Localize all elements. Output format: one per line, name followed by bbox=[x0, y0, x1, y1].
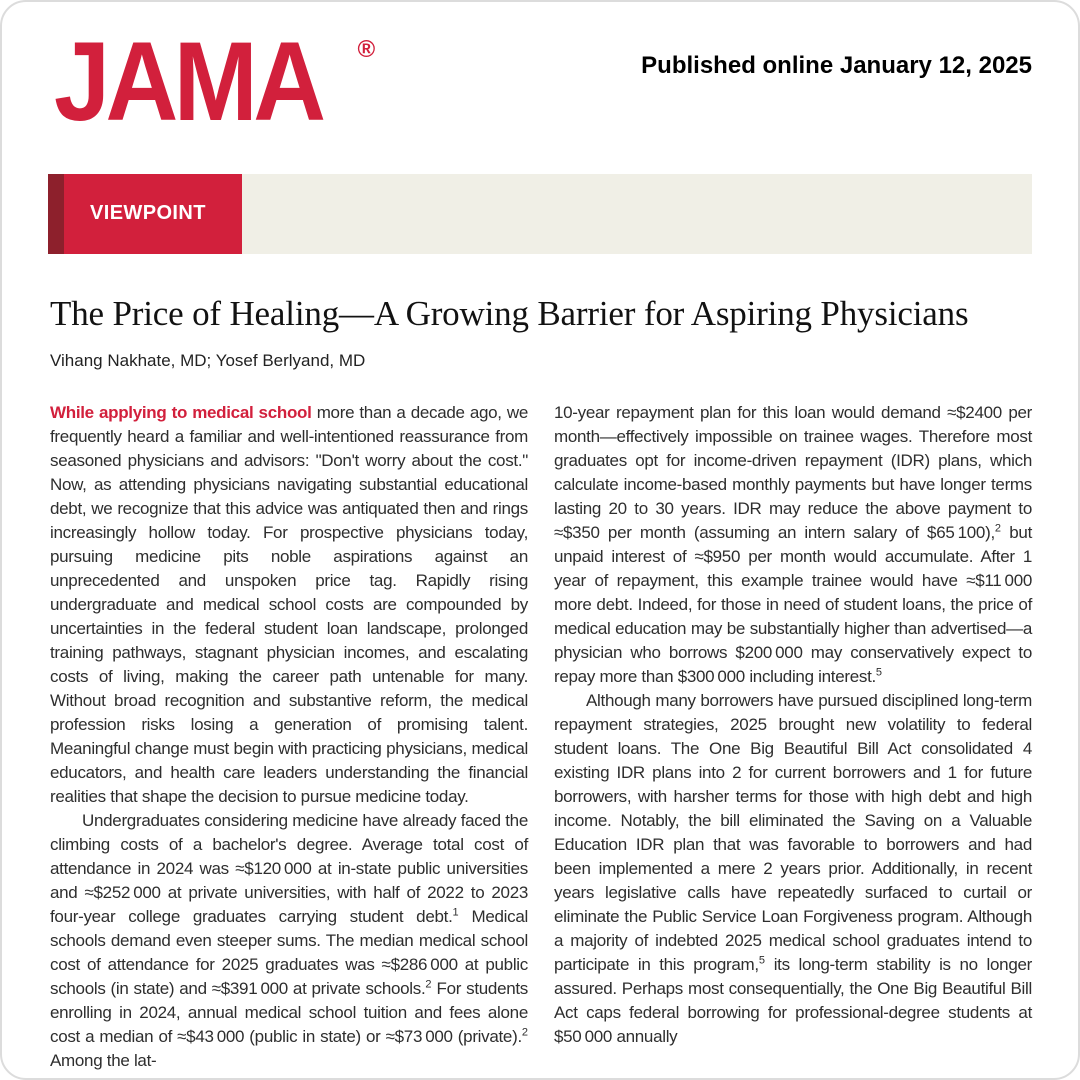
jama-logo-text: JAMA bbox=[54, 19, 322, 144]
paragraph bbox=[50, 401, 528, 809]
column-left bbox=[50, 401, 528, 1073]
body-text: Medical schools demand even steeper sums. The median medical school cost of attendance for 2025 graduates was ≈$286 000 at public schools (in state) and ≈$391 000 at private schools. bbox=[50, 906, 528, 998]
body-text: more than a decade ago, we frequently heard a familiar and well-intentioned reassurance from seasoned physicians and advisors: "Don't worry about the cost." Now, as attending physicians navigating substantial educational debt, we recognize that this advice was antiquated then and rings increasingly hollow today. For prospective physicians today, pursuing medicine pits noble aspirations against an unprecedented and unspoken price tag. Rapidly rising undergraduate and medical school costs are compounded by uncertainties in the federal student loan landscape, prolonged training pathways, stagnant physician incomes, and escalating costs of living, making the career path untenable for many. Without broad recognition and substantive reform, the medical profession risks losing a generation of promising talent. Meaningful change must begin with practicing physicians, medical educators, and health care leaders understanding the financial realities that shape the decision to pursue medicine today. bbox=[50, 402, 528, 806]
reference-superscript: 2 bbox=[521, 1026, 528, 1039]
body-text: Although many borrowers have pursued disciplined long-term repayment strategies, 2025 brought new volatility to federal student loans. The One Big Beautiful Bill Act consolidated 4 existing IDR plans into 2 for current borrowers and 1 for future borrowers, with harsher terms for those with high debt and high income. Notably, the bill eliminated the Saving on a Valuable Education IDR plan that was favorable to borrowers and had been implemented a mere 2 years prior. Additionally, in recent years legislative calls have repeatedly surfaced to curtail or eliminate the Public Service Loan Forgiveness program. Although a majority of indebted 2025 medical school graduates intend to participate in this program, bbox=[554, 690, 1032, 974]
article-title: The Price of Healing—A Growing Barrier for Aspiring Physicians bbox=[50, 293, 969, 333]
column-right bbox=[554, 401, 1032, 1073]
body-text: but unpaid interest of ≈$950 per month would accumulate. After 1 year of repayment, this example trainee would have ≈$11 000 more debt. Indeed, for those in need of student loans, the price of medical education may be substantially higher than advertised—a physician who borrows $200 000 may conservatively expect to repay more than $300 000 including interest. bbox=[554, 522, 1032, 686]
section-label: VIEWPOINT bbox=[64, 174, 242, 254]
paragraph bbox=[554, 689, 1032, 1049]
body-text: For students enrolling in 2024, annual medical school tuition and fees alone cost a median of ≈$43 000 (public in state) or ≈$73 000 (private). bbox=[50, 978, 528, 1046]
published-date: Published online January 12, 2025 bbox=[641, 52, 1032, 79]
reference-superscript: 5 bbox=[875, 666, 883, 679]
reference-superscript: 1 bbox=[452, 906, 459, 919]
banner-accent-strip bbox=[48, 174, 64, 254]
lead-in-text: While applying to medical school bbox=[50, 402, 312, 422]
body-text: its long-term stability is no longer assured. Perhaps most consequentially, the One Big Beautiful Bill Act caps federal borrowing for professional-degree students at $50 000 annually bbox=[554, 954, 1032, 1046]
reference-superscript: 2 bbox=[425, 978, 432, 991]
masthead bbox=[2, 2, 1078, 144]
reference-superscript: 2 bbox=[994, 522, 1001, 535]
article-body bbox=[50, 401, 1032, 1073]
registered-trademark-mark: ® bbox=[357, 36, 376, 63]
paragraph bbox=[50, 809, 528, 1073]
jama-logo bbox=[54, 19, 376, 144]
body-text: Among the lat- bbox=[50, 1050, 157, 1070]
paragraph bbox=[554, 401, 1032, 689]
banner-background-bar bbox=[242, 174, 1032, 254]
section-banner bbox=[48, 174, 1032, 254]
body-text: Undergraduates considering medicine have already faced the climbing costs of a bachelor's degree. Average total cost of attendance in 2024 was ≈$120 000 at in-state public universities and ≈$252 000 at private universities, with half of 2022 to 2023 four-year college graduates carrying student debt. bbox=[50, 810, 528, 926]
reference-superscript: 5 bbox=[758, 954, 765, 967]
body-text: 10-year repayment plan for this loan would demand ≈$2400 per month—effectively impossible on trainee wages. Therefore most graduates opt for income-driven repayment (IDR) plans, which calculate income-based monthly payments but have longer terms lasting 20 to 30 years. IDR may reduce the above payment to ≈$350 per month (assuming an intern salary of $65 100), bbox=[554, 402, 1032, 542]
article-authors: Vihang Nakhate, MD; Yosef Berlyand, MD bbox=[50, 350, 366, 370]
